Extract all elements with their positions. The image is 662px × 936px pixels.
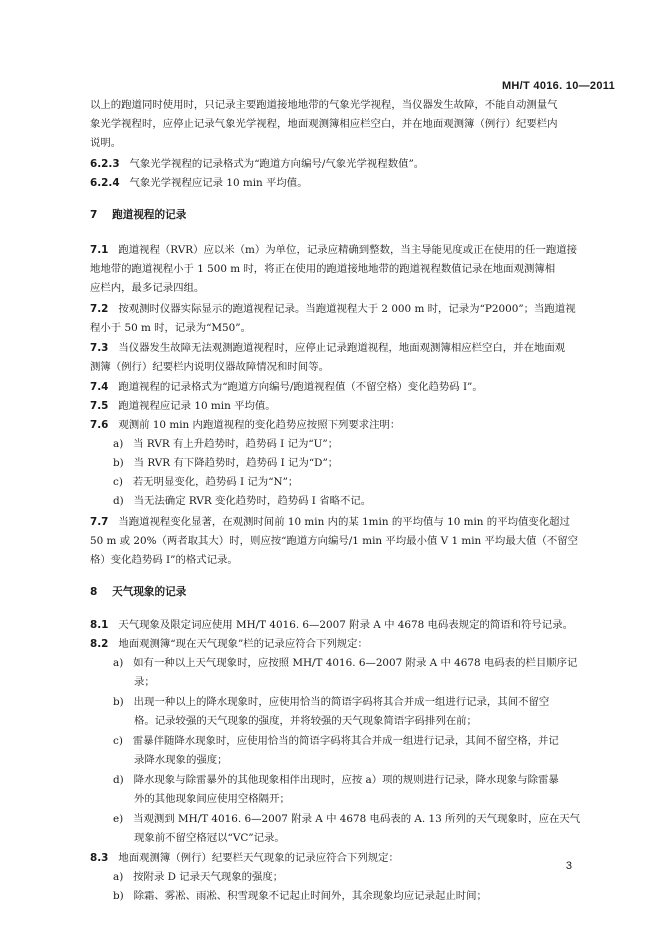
list-item [113,693,549,708]
clause-text: 气象光学视程应记录 10 min 平均值。 [129,177,308,189]
clause-8-2 [90,635,368,650]
clause-7-1-line-3: 应栏内，最多记录四组。 [90,282,205,294]
list-item [113,454,338,469]
list-text: 雷暴伴随降水现象时，应使用恰当的简语字码将其合并成一组进行记录，其间不留空格，并记 [132,735,559,747]
list-item [113,732,559,747]
list-item [113,654,577,669]
clause-6-2-4 [90,174,308,189]
clause-7-5 [90,397,276,412]
clause-number: 7.5 [90,400,109,412]
clause-text: 气象光学视程的记录格式为“跑道方向编号/气象光学视程数值”。 [129,158,425,170]
list-text: 除霜、雾凇、雨凇、积雪现象不记起止时间外，其余现象均应记录起止时间； [133,890,487,902]
list-text: 当观测到 MH/T 4016. 6—2007 附录 A 中 4678 电码表的 A. 13 所列的天气现象时，应在天气 [133,813,581,825]
clause-7-7-line-2: 50 m 或 20%（两者取其大）时，则应按“跑道方向编号/1 min 平均最小值 V 1 min 平均最大值（不留空 [90,535,579,547]
clause-text: 观测前 10 min 内跑道视程的变化趋势应按照下列要求注明： [118,419,401,431]
intro-line-1: 以上的跑道同时使用时，只记录主要跑道接地地带的气象光学视程，当仪器发生故障，不能自动测量气 [90,99,558,111]
list-marker: c) [113,735,123,747]
list-item-continuation: 录； [134,676,155,688]
list-marker: a) [113,438,124,450]
list-marker: a) [113,657,124,669]
section-number: 8 [90,586,98,598]
list-marker: d) [113,774,124,786]
list-item [113,492,371,507]
clause-text: 地面观测簿“现在天气现象”栏的记录应符合下列规定： [118,638,368,650]
clause-7-7-line-3: 格）变化趋势码 I”的格式记录。 [90,554,238,566]
clause-6-2-3 [90,155,424,170]
clause-7-2-line-2: 程小于 50 m 时，记录为“M50”。 [90,322,251,334]
list-text: 当无法确定 RVR 变化趋势时，趋势码 I 省略不记。 [133,495,372,507]
clause-text: 天气现象及限定词应使用 MH/T 4016. 6—2007 附录 A 中 4678 电码表规定的简语和符号记录。 [118,619,573,631]
section-title: 天气现象的记录 [112,586,187,598]
page-number: 3 [565,860,572,872]
clause-number: 8.1 [90,619,109,631]
clause-number: 7.4 [90,381,109,393]
list-text: 降水现象与除雷暴外的其他现象相伴出现时，应按 a）项的规则进行记录，降水现象与除雷暴 [133,774,559,786]
list-item-continuation: 格。记录较强的天气现象的强度，并将较强的天气现象简语字码排列在前； [134,715,477,727]
clause-7-1-line-2: 地地带的跑道视程小于 1 500 m 时，将正在使用的跑道接地地带的跑道视程数值记录在地面观测簿相 [90,263,556,275]
section-7-heading [90,207,186,222]
list-item-continuation: 现象前不留空格冠以“VC”记录。 [134,832,285,844]
clause-number: 7.7 [90,516,109,528]
list-marker: b) [113,696,124,708]
clause-7-6 [90,416,400,431]
list-item [113,887,487,902]
clause-number: 7.1 [90,244,109,256]
intro-line-2: 象光学视程时，应停止记录气象光学视程，地面观测簿相应栏空白，并在地面观测簿（例行）纪要栏内 [90,118,558,130]
clause-text: 当跑道视程变化显著，在观测时间前 10 min 内的某 1min 的平均值与 10 min 的平均值变化超过 [118,516,570,528]
clause-7-2-line-1 [90,300,576,315]
list-marker: c) [113,476,123,488]
intro-line-3: 说明。 [90,137,122,149]
clause-number: 7.3 [90,342,109,354]
clause-number: 8.3 [90,852,109,864]
clause-7-4 [90,378,483,393]
list-item [113,810,580,825]
clause-number: 7.6 [90,419,109,431]
clause-number: 7.2 [90,303,109,315]
section-number: 7 [90,209,98,221]
clause-text: 当仪器发生故障无法观测跑道视程时，应停止记录跑道视程，地面观测簿相应栏空白，并在地面观 [118,342,566,354]
clause-number: 6.2.3 [90,158,120,170]
clause-text: 跑道视程应记录 10 min 平均值。 [118,400,276,412]
list-item [113,868,283,883]
list-item-continuation: 外的其他现象间应使用空格隔开； [134,793,290,805]
section-title: 跑道视程的记录 [112,209,187,221]
clause-number: 6.2.4 [90,177,120,189]
clause-8-3 [90,849,399,864]
clause-8-1 [90,616,573,631]
list-text: 若无明显变化，趋势码 I 记为“N”； [132,476,299,488]
list-text: 当 RVR 有上升趋势时，趋势码 I 记为“U”； [133,438,339,450]
list-item [113,435,338,450]
list-marker: b) [113,457,124,469]
clause-text: 按观测时仪器实际显示的跑道视程记录。当跑道视程大于 2 000 m 时，记录为“P2000”；当跑道视 [118,303,576,315]
clause-text: 跑道视程的记录格式为“跑道方向编号/跑道视程值（不留空格）变化趋势码 I”。 [118,381,483,393]
list-marker: b) [113,890,124,902]
list-text: 出现一种以上的降水现象时，应使用恰当的简语字码将其合并成一组进行记录，其间不留空 [133,696,550,708]
clause-number: 8.2 [90,638,109,650]
list-item [113,473,298,488]
clause-text: 跑道视程（RVR）应以米（m）为单位，记录应精确到整数，当主导能见度或正在使用的任一跑道接 [118,244,577,256]
list-item [113,771,559,786]
section-8-heading [90,584,186,599]
clause-7-7-line-1 [90,513,570,528]
clause-text: 地面观测簿（例行）纪要栏天气现象的记录应符合下列规定： [118,852,399,864]
clause-7-3-line-2: 测簿（例行）纪要栏内说明仪器故障情况和时间等。 [90,361,329,373]
clause-7-3-line-1 [90,339,565,354]
list-text: 如有一种以上天气现象时，应按照 MH/T 4016. 6—2007 附录 A 中 4678 电码表的栏目顺序记 [133,657,578,669]
clause-7-1-line-1 [90,241,577,256]
standard-number-header: MH/T 4016. 10—2011 [501,80,615,92]
list-marker: e) [113,813,124,825]
list-marker: d) [113,495,124,507]
list-text: 按附录 D 记录天气现象的强度； [133,871,284,883]
list-text: 当 RVR 有下降趋势时，趋势码 I 记为“D”； [133,457,339,469]
list-marker: a) [113,871,124,883]
list-item-continuation: 录降水现象的强度； [134,754,228,766]
